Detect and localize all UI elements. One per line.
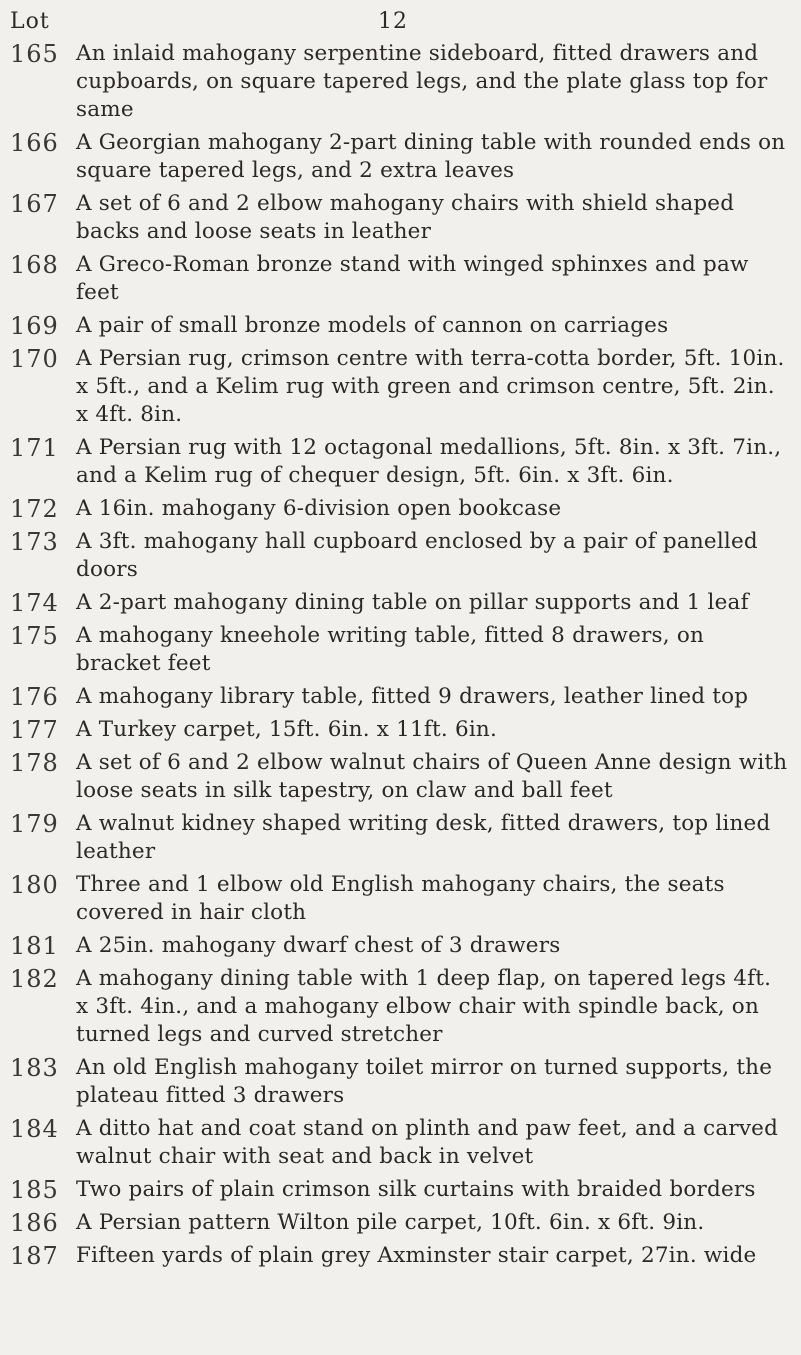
lot-description: A set of 6 and 2 elbow walnut chairs of Queen Anne design with loose seats in silk tapestry, on claw and ball feet bbox=[76, 750, 788, 803]
lot-number: 165 bbox=[10, 40, 59, 68]
lot-description: A 16in. mahogany 6-division open bookcase bbox=[76, 496, 562, 521]
lot-description: A Persian rug with 12 octagonal medallions, 5ft. 8in. x 3ft. 7in., and a Kelim rug of chequer design, 5ft. 6in. x 3ft. 6in. bbox=[76, 435, 782, 488]
lot-description: A mahogany dining table with 1 deep flap, on tapered legs 4ft. x 3ft. 4in., and a mahogany elbow chair with spindle back, on turned legs and curved stretcher bbox=[76, 966, 772, 1047]
lot-description: A Persian rug, crimson centre with terra-cotta border, 5ft. 10in. x 5ft., and a Kelim rug with green and crimson centre, 5ft. 2in. x 4ft. 8in. bbox=[76, 346, 785, 427]
lot-number: 168 bbox=[10, 251, 59, 279]
lot-entry bbox=[10, 965, 790, 1049]
lot-entry bbox=[10, 622, 790, 678]
lot-description: A walnut kidney shaped writing desk, fitted drawers, top lined leather bbox=[76, 811, 771, 864]
lot-number: 180 bbox=[10, 871, 59, 899]
lot-entry bbox=[10, 932, 790, 960]
lot-entry bbox=[10, 871, 790, 927]
lot-number: 178 bbox=[10, 749, 59, 777]
lot-description: An old English mahogany toilet mirror on turned supports, the plateau fitted 3 drawers bbox=[76, 1055, 773, 1108]
lot-number: 169 bbox=[10, 312, 59, 340]
lot-entry bbox=[10, 1115, 790, 1171]
lot-number: 167 bbox=[10, 190, 59, 218]
lot-description: Fifteen yards of plain grey Axminster stair carpet, 27in. wide bbox=[76, 1243, 757, 1268]
lot-entry bbox=[10, 1176, 790, 1204]
lot-entry bbox=[10, 190, 790, 246]
lot-entry bbox=[10, 1242, 790, 1270]
lot-description: A mahogany kneehole writing table, fitted 8 drawers, on bracket feet bbox=[76, 623, 705, 676]
lot-description: Three and 1 elbow old English mahogany chairs, the seats covered in hair cloth bbox=[76, 872, 725, 925]
lot-entry bbox=[10, 129, 790, 185]
lot-entry bbox=[10, 810, 790, 866]
lot-column-header: Lot bbox=[10, 9, 50, 34]
lot-entry bbox=[10, 749, 790, 805]
lot-description: A 25in. mahogany dwarf chest of 3 drawers bbox=[76, 933, 561, 958]
lot-description: A set of 6 and 2 elbow mahogany chairs with shield shaped backs and loose seats in leather bbox=[76, 191, 735, 244]
lot-entry bbox=[10, 40, 790, 124]
lot-entry bbox=[10, 716, 790, 744]
lot-description: A Georgian mahogany 2-part dining table with rounded ends on square tapered legs, and 2 extra leaves bbox=[76, 130, 786, 183]
lot-list bbox=[10, 40, 790, 1275]
lot-description: A mahogany library table, fitted 9 drawers, leather lined top bbox=[76, 684, 749, 709]
lot-description: An inlaid mahogany serpentine sideboard, fitted drawers and cupboards, on square tapered legs, and the plate glass top for same bbox=[76, 41, 768, 122]
page-number: 12 bbox=[378, 9, 408, 34]
lot-number: 184 bbox=[10, 1115, 59, 1143]
lot-entry bbox=[10, 1209, 790, 1237]
lot-description: A Greco-Roman bronze stand with winged sphinxes and paw feet bbox=[76, 252, 749, 305]
lot-description: Two pairs of plain crimson silk curtains with braided borders bbox=[76, 1177, 756, 1202]
lot-number: 170 bbox=[10, 345, 59, 373]
lot-number: 175 bbox=[10, 622, 59, 650]
lot-number: 171 bbox=[10, 434, 59, 462]
lot-number: 187 bbox=[10, 1242, 59, 1270]
lot-number: 177 bbox=[10, 716, 59, 744]
lot-number: 166 bbox=[10, 129, 59, 157]
lot-number: 179 bbox=[10, 810, 59, 838]
lot-number: 183 bbox=[10, 1054, 59, 1082]
lot-number: 172 bbox=[10, 495, 59, 523]
lot-number: 173 bbox=[10, 528, 59, 556]
lot-description: A Persian pattern Wilton pile carpet, 10ft. 6in. x 6ft. 9in. bbox=[76, 1210, 705, 1235]
lot-entry bbox=[10, 1054, 790, 1110]
lot-entry bbox=[10, 434, 790, 490]
lot-number: 185 bbox=[10, 1176, 59, 1204]
lot-entry bbox=[10, 589, 790, 617]
lot-description: A 2-part mahogany dining table on pillar supports and 1 leaf bbox=[76, 590, 749, 615]
lot-entry bbox=[10, 528, 790, 584]
lot-entry bbox=[10, 312, 790, 340]
lot-number: 174 bbox=[10, 589, 59, 617]
lot-entry bbox=[10, 495, 790, 523]
lot-description: A 3ft. mahogany hall cupboard enclosed by a pair of panelled doors bbox=[76, 529, 758, 582]
lot-entry bbox=[10, 683, 790, 711]
lot-entry bbox=[10, 345, 790, 429]
lot-number: 186 bbox=[10, 1209, 59, 1237]
lot-number: 182 bbox=[10, 965, 59, 993]
lot-number: 181 bbox=[10, 932, 59, 960]
lot-number: 176 bbox=[10, 683, 59, 711]
lot-description: A ditto hat and coat stand on plinth and paw feet, and a carved walnut chair with seat and back in velvet bbox=[76, 1116, 779, 1169]
lot-entry bbox=[10, 251, 790, 307]
lot-description: A Turkey carpet, 15ft. 6in. x 11ft. 6in. bbox=[76, 717, 498, 742]
lot-description: A pair of small bronze models of cannon on carriages bbox=[76, 313, 669, 338]
